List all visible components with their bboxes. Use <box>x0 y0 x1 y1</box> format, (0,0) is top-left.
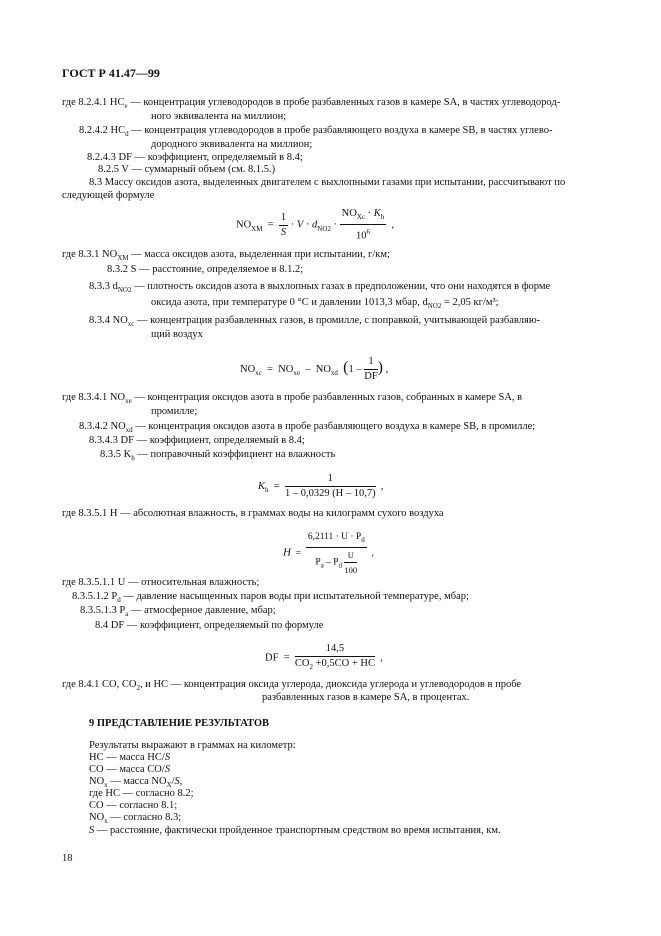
def-8-3-3-cont: оксида азота, при температуре 0 °C и давлении 1013,3 мбар, $d_{NO2} = 2,05$ кг/м³; <box>151 297 499 311</box>
formula-kh: $K_h$ = $\frac{1}{1 - 0,0329 (H - 10,7)}$ , <box>258 473 384 499</box>
result-where-s: S — расстояние, фактически пройденное транспортным средством во время испытания, км. <box>89 825 501 836</box>
def-8-3-5: 8.3.5 $K_h$ — поправочный коэффициент на влажность <box>100 449 336 463</box>
section-9-title: 9 ПРЕДСТАВЛЕНИЕ РЕЗУЛЬТАТОВ <box>89 718 270 729</box>
def-8-2-4-2: 8.2.4.2 $HC_d$ — концентрация углеводородов в пробе разбавляющего воздуха в камере SB, в частях углево- <box>79 125 553 139</box>
def-8-3-5-1-2: 8.3.5.1.2 $P_d$ — давление насыщенных паров воды при испытательной температуре, мбар; <box>72 591 469 605</box>
def-8-3-2: 8.3.2 S — расстояние, определяемое в 8.1.2; <box>107 264 304 275</box>
formula-noxc: $NO_{xc} = NO_{xe} - NO_{xd}$ (1 – $\frac{1}{DF}$ ) , <box>240 356 389 382</box>
def-8-3-4-3: 8.3.4.3 DF — коэффициент, определяемый в 8.4; <box>89 435 305 446</box>
def-8-3-4-cont: щий воздух <box>151 329 203 340</box>
def-8-3-1: где 8.3.1 $NO_{XM}$ — масса оксидов азота, выделенная при испытании, г/км; <box>62 249 390 263</box>
formula-h: H = $6,2111 \cdot U \cdot P_d$ $P_a - P_d$ $\frac{U}{100}$ , <box>283 532 374 575</box>
def-8-3-4: 8.3.4 $NO_{xc}$ — концентрация разбавленных газов, в промилле, с поправкой, учитывающей разбавляю- <box>89 315 541 329</box>
def-8-3-5-1-1: где 8.3.5.1.1 U — относительная влажность; <box>62 577 260 588</box>
def-8-3-3: 8.3.3 $d_{NO2}$ — плотность оксидов азота в выхлопных газах в предположении, что они находятся в форме <box>89 281 551 295</box>
def-8-3-4-1-cont: промилле; <box>151 406 198 417</box>
def-8-3-4-1: где 8.3.4.1 $NO_{xe}$ — концентрация оксидов азота в пробе разбавленных газов, собранных в камере SA, в <box>62 392 523 406</box>
def-8-2-4-3: 8.2.4.3 DF — коэффициент, определяемый в 8.4; <box>87 152 303 163</box>
para-8-3-line1: 8.3 Массу оксидов азота, выделенных двигателем с выхлопными газами при испытании, рассчитывают по <box>89 177 566 188</box>
result-where-nox: $NO_x$ — согласно 8.3; <box>89 812 182 826</box>
def-8-2-5: 8.2.5 V — суммарный объем (см. 8.1.5.) <box>98 164 276 175</box>
result-nox: $NO_x$ — масса $NO_X/S$, <box>89 776 183 790</box>
result-co: CO — масса CO/S <box>89 764 171 775</box>
def-8-3-5-1: где 8.3.5.1 H — абсолютная влажность, в граммах воды на килограмм сухого воздуха <box>62 508 444 519</box>
result-where-hc: где HC — согласно 8.2; <box>89 788 194 799</box>
def-8-3-5-1-3: 8.3.5.1.3 $P_a$ — атмосферное давление, мбар; <box>80 605 276 619</box>
result-where-co: CO — согласно 8.1; <box>89 800 178 811</box>
para-8-3-line2: следующей формуле <box>62 190 155 201</box>
def-8-3-4-2: 8.3.4.2 $NO_{xd}$ — концентрация оксидов азота в пробе разбавляющего воздуха в камере SB, в промилле; <box>79 421 536 435</box>
def-8-2-4-2-cont: дородного эквивалента на миллион; <box>151 139 313 150</box>
section-9-intro: Результаты выражают в граммах на километр: <box>89 740 296 751</box>
formula-df: DF = $\frac{14,5}{CO_2 +0,5CO + HC}$ , <box>265 643 383 672</box>
result-hc: HC — масса HC/S <box>89 752 171 763</box>
document-id: ГОСТ Р 41.47—99 <box>62 66 160 80</box>
def-8-2-4-1: где 8.2.4.1 $HC_e$ — концентрация углеводородов в пробе разбавленных газов в камере SA, в частях углеводород- <box>62 97 561 111</box>
def-8-4: 8.4 DF — коэффициент, определяемый по формуле <box>95 620 324 631</box>
def-8-4-1-cont: разбавленных газов в камере SA, в процентах. <box>262 692 470 703</box>
page-number: 18 <box>62 853 73 864</box>
def-8-2-4-1-cont: ного эквивалента на миллион; <box>151 111 287 122</box>
formula-nox-mass: $NO_{XM}$ = $\frac{1}{S}$ · $V \cdot d_{NO2}$ · $\frac{NO_{Xc} \cdot K_h}{10^6}$ , <box>236 208 395 242</box>
def-8-4-1: где 8.4.1 CO, $CO_2$, и HC — концентрация оксида углерода, диоксида углерода и углеводородов в пробе <box>62 679 522 693</box>
